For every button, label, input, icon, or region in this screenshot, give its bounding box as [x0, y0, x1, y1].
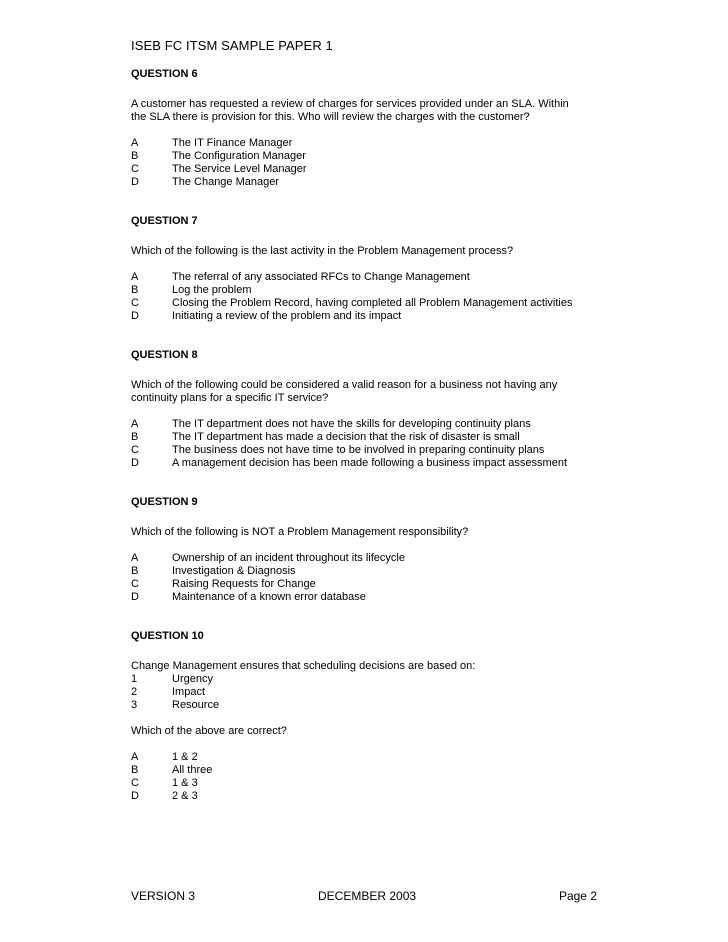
answer-option	[131, 431, 611, 444]
option-text: Initiating a review of the problem and its impact	[172, 310, 402, 322]
option-letter: A	[131, 271, 139, 283]
question-text-line: Which of the following is NOT a Problem Management responsibility?	[131, 526, 469, 538]
question-text-line: A customer has requested a review of charges for services provided under an SLA. Within	[131, 98, 569, 110]
option-text: The IT department has made a decision that the risk of disaster is small	[172, 431, 520, 443]
answer-option	[131, 163, 611, 176]
option-text: The business does not have time to be involved in preparing continuity plans	[172, 444, 545, 456]
numbered-item	[131, 699, 611, 712]
option-letter: B	[131, 565, 139, 577]
question-intro: Change Management ensures that scheduling decisions are based on:	[131, 660, 476, 672]
option-text: 1 & 2	[172, 751, 198, 763]
question-7	[131, 215, 611, 323]
option-letter: B	[131, 150, 139, 162]
option-letter: A	[131, 418, 139, 430]
answer-option	[131, 297, 611, 310]
question-text-line: Which of the following is the last activity in the Problem Management process?	[131, 245, 514, 257]
item-number: 1	[131, 673, 138, 685]
option-letter: D	[131, 176, 139, 188]
option-text: The Service Level Manager	[172, 163, 307, 175]
option-text: Log the problem	[172, 284, 252, 296]
question-text-line: the SLA there is provision for this. Who will review the charges with the customer?	[131, 111, 530, 123]
option-text: The IT department does not have the skills for developing continuity plans	[172, 418, 531, 430]
answer-option	[131, 271, 611, 284]
answer-option	[131, 444, 611, 457]
question-title: QUESTION 9	[131, 496, 198, 508]
answer-option	[131, 565, 611, 578]
option-letter: D	[131, 790, 139, 802]
option-text: The referral of any associated RFCs to Change Management	[172, 271, 470, 283]
option-text: The Configuration Manager	[172, 150, 306, 162]
item-text: Urgency	[172, 673, 213, 685]
question-10	[131, 630, 611, 803]
option-text: The Change Manager	[172, 176, 280, 188]
question-text-line: Which of the following could be considered a valid reason for a business not having any	[131, 379, 558, 391]
numbered-item	[131, 686, 611, 699]
answer-option	[131, 137, 611, 150]
question-title: QUESTION 8	[131, 349, 198, 361]
question-prompt: Which of the above are correct?	[131, 725, 287, 737]
option-text: A management decision has been made following a business impact assessment	[172, 457, 568, 469]
question-text	[131, 526, 611, 539]
item-text: Impact	[172, 686, 206, 698]
option-letter: A	[131, 137, 139, 149]
item-number: 2	[131, 686, 138, 698]
option-letter: C	[131, 163, 139, 175]
option-text: Raising Requests for Change	[172, 578, 316, 590]
option-letter: C	[131, 444, 139, 456]
option-letter: A	[131, 751, 139, 763]
footer-version: VERSION 3	[131, 889, 196, 903]
numbered-item	[131, 673, 611, 686]
questions-container	[131, 68, 611, 803]
option-text: All three	[172, 764, 213, 776]
option-letter: B	[131, 431, 139, 443]
option-letter: D	[131, 310, 139, 322]
answer-option	[131, 764, 611, 777]
answer-option	[131, 751, 611, 764]
question-title: QUESTION 7	[131, 215, 198, 227]
option-letter: D	[131, 591, 139, 603]
question-8	[131, 349, 611, 470]
question-text	[131, 379, 611, 405]
page-header: ISEB FC ITSM SAMPLE PAPER 1	[131, 38, 333, 53]
option-text: The IT Finance Manager	[172, 137, 293, 149]
option-text: Investigation & Diagnosis	[172, 565, 296, 577]
item-text: Resource	[172, 699, 220, 711]
option-letter: D	[131, 457, 139, 469]
footer-page-number: Page 2	[558, 889, 597, 903]
page-footer	[131, 889, 597, 905]
question-text-line: continuity plans for a specific IT service?	[131, 392, 329, 404]
question-text	[131, 245, 611, 258]
option-text: Maintenance of a known error database	[172, 591, 366, 603]
footer-date: DECEMBER 2003	[318, 889, 417, 903]
option-letter: A	[131, 552, 139, 564]
answer-option	[131, 591, 611, 604]
question-title: QUESTION 6	[131, 68, 198, 80]
answer-option	[131, 552, 611, 565]
option-letter: C	[131, 297, 139, 309]
option-letter: B	[131, 764, 139, 776]
answer-option	[131, 777, 611, 790]
answer-option	[131, 176, 611, 189]
answer-option	[131, 284, 611, 297]
option-letter: C	[131, 578, 139, 590]
option-text: 2 & 3	[172, 790, 198, 802]
item-number: 3	[131, 699, 138, 711]
answer-option	[131, 457, 611, 470]
answer-option	[131, 418, 611, 431]
option-text: Closing the Problem Record, having completed all Problem Management activities	[172, 297, 573, 309]
question-title: QUESTION 10	[131, 630, 204, 642]
question-text	[131, 98, 611, 124]
option-letter: C	[131, 777, 139, 789]
answer-option	[131, 150, 611, 163]
answer-option	[131, 310, 611, 323]
option-letter: B	[131, 284, 139, 296]
question-9	[131, 496, 611, 604]
answer-option	[131, 790, 611, 803]
option-text: 1 & 3	[172, 777, 198, 789]
option-text: Ownership of an incident throughout its lifecycle	[172, 552, 405, 564]
question-6	[131, 68, 611, 189]
answer-option	[131, 578, 611, 591]
